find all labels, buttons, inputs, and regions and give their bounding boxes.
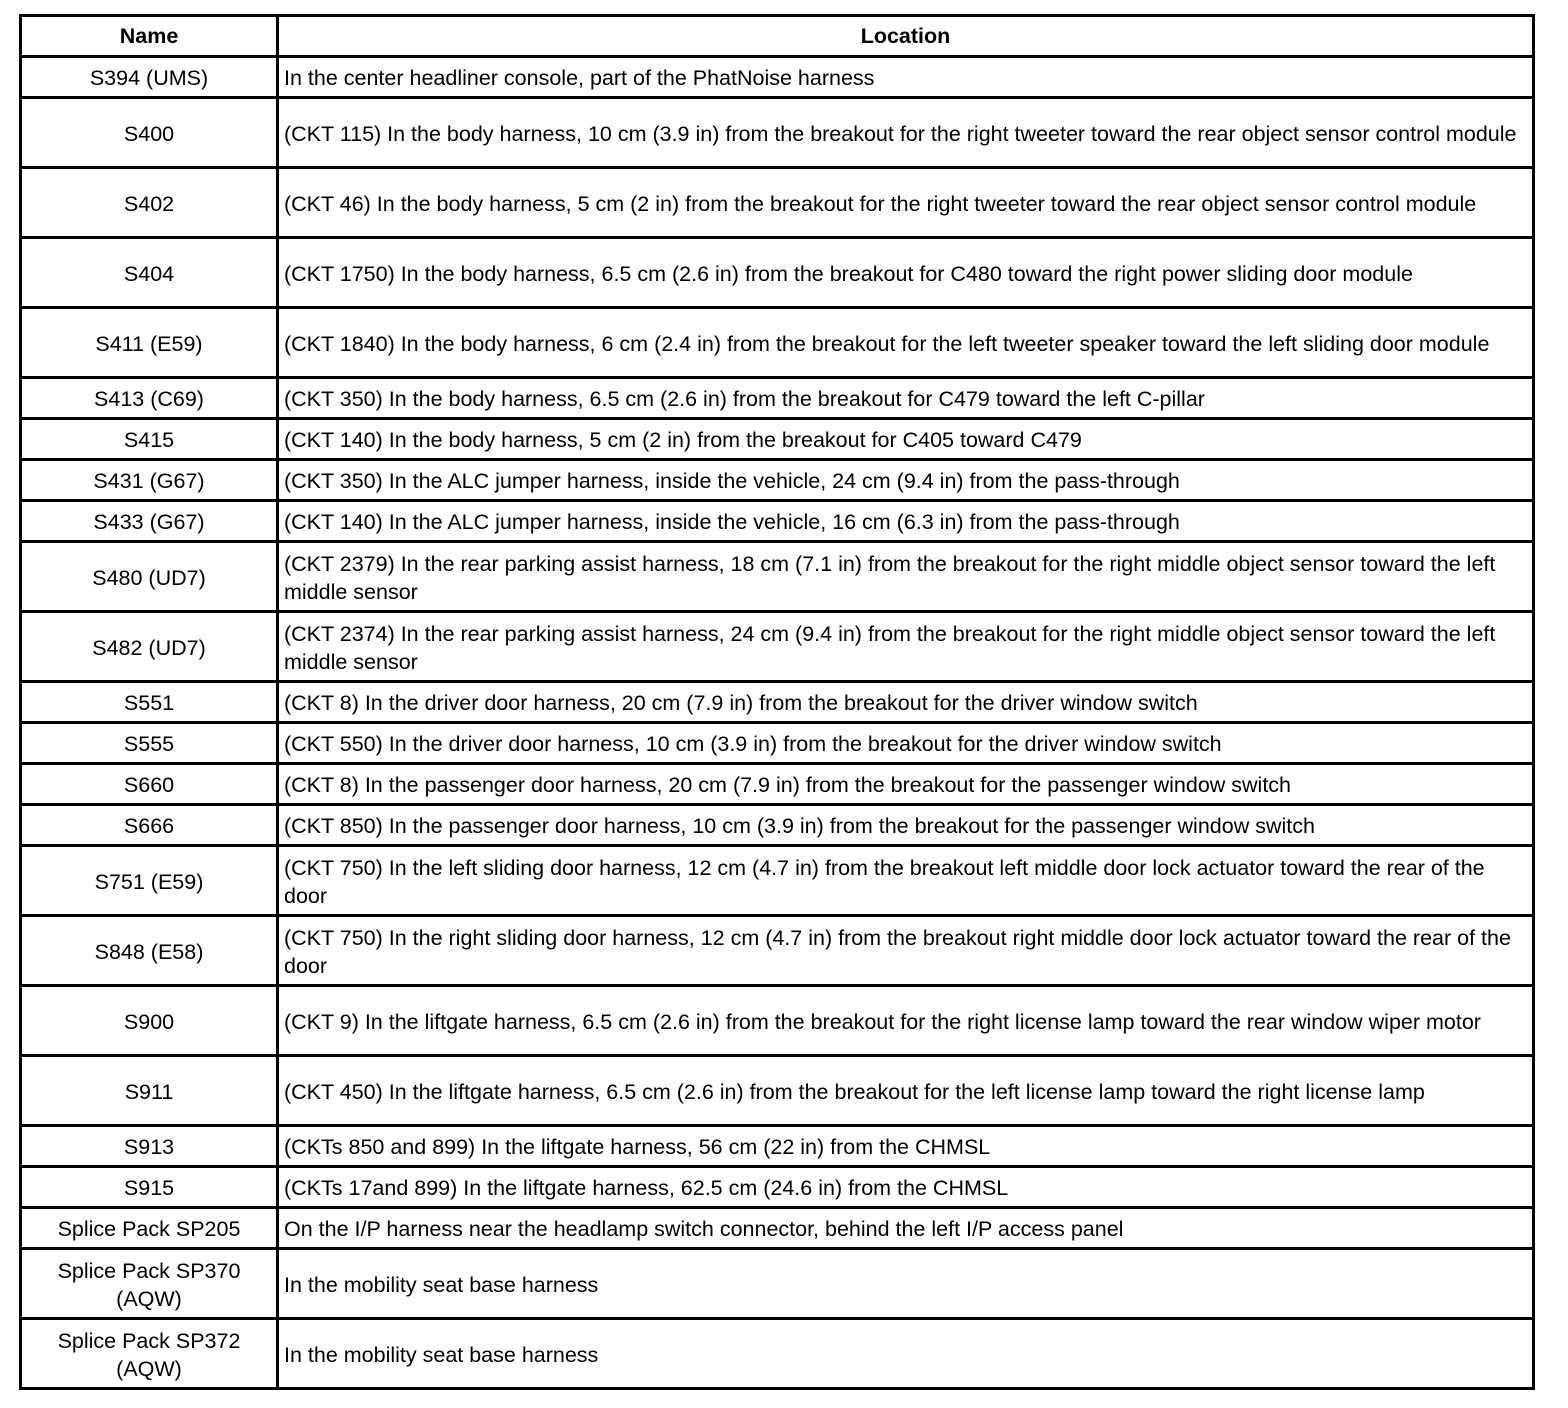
splice-name-cell: S660: [21, 764, 278, 805]
splice-name-cell: S433 (G67): [21, 501, 278, 542]
splice-location-cell: (CKT 140) In the body harness, 5 cm (2 in) from the breakout for C405 toward C479: [278, 419, 1534, 460]
splice-location-cell: (CKT 2379) In the rear parking assist harness, 18 cm (7.1 in) from the breakout for the right middle object sensor toward the left middle sensor: [278, 542, 1534, 612]
location-column-header: Location: [278, 16, 1534, 57]
splice-location-cell: (CKT 1840) In the body harness, 6 cm (2.4 in) from the breakout for the left tweeter speaker toward the left sliding door module: [278, 308, 1534, 378]
splice-location-cell: (CKT 850) In the passenger door harness, 10 cm (3.9 in) from the breakout for the passenger window switch: [278, 805, 1534, 846]
table-row: [21, 682, 1534, 723]
splice-location-cell: In the mobility seat base harness: [278, 1319, 1534, 1389]
splice-name-cell: S413 (C69): [21, 378, 278, 419]
table-row: [21, 419, 1534, 460]
splice-name-cell: S900: [21, 986, 278, 1056]
splice-location-cell: (CKT 46) In the body harness, 5 cm (2 in) from the breakout for the right tweeter toward the rear object sensor control module: [278, 168, 1534, 238]
table-row: [21, 57, 1534, 98]
splice-location-cell: In the mobility seat base harness: [278, 1249, 1534, 1319]
splice-name-cell: Splice Pack SP205: [21, 1208, 278, 1249]
table-row: [21, 612, 1534, 682]
splice-location-cell: (CKT 350) In the ALC jumper harness, inside the vehicle, 24 cm (9.4 in) from the pass-through: [278, 460, 1534, 501]
splice-name-cell: S555: [21, 723, 278, 764]
table-row: [21, 238, 1534, 308]
splice-name-cell: S915: [21, 1167, 278, 1208]
splice-location-cell: (CKT 750) In the left sliding door harness, 12 cm (4.7 in) from the breakout left middle door lock actuator toward the rear of the door: [278, 846, 1534, 916]
splice-location-table: [19, 14, 1535, 1390]
table-body: [21, 57, 1534, 1389]
splice-location-cell: (CKT 450) In the liftgate harness, 6.5 cm (2.6 in) from the breakout for the left license lamp toward the right license lamp: [278, 1056, 1534, 1126]
splice-location-cell: (CKTs 850 and 899) In the liftgate harness, 56 cm (22 in) from the CHMSL: [278, 1126, 1534, 1167]
table-row: [21, 378, 1534, 419]
splice-location-cell: (CKT 8) In the driver door harness, 20 cm (7.9 in) from the breakout for the driver window switch: [278, 682, 1534, 723]
splice-name-cell: S404: [21, 238, 278, 308]
table-header: [21, 16, 1534, 57]
splice-name-cell: S666: [21, 805, 278, 846]
table-row: [21, 805, 1534, 846]
splice-name-cell: S431 (G67): [21, 460, 278, 501]
splice-location-cell: (CKT 8) In the passenger door harness, 20 cm (7.9 in) from the breakout for the passenger window switch: [278, 764, 1534, 805]
splice-location-cell: (CKT 550) In the driver door harness, 10 cm (3.9 in) from the breakout for the driver window switch: [278, 723, 1534, 764]
splice-location-cell: (CKT 140) In the ALC jumper harness, inside the vehicle, 16 cm (6.3 in) from the pass-through: [278, 501, 1534, 542]
splice-location-cell: On the I/P harness near the headlamp switch connector, behind the left I/P access panel: [278, 1208, 1534, 1249]
table-row: [21, 1319, 1534, 1389]
table-row: [21, 98, 1534, 168]
splice-location-cell: (CKT 350) In the body harness, 6.5 cm (2.6 in) from the breakout for C479 toward the left C-pillar: [278, 378, 1534, 419]
table-row: [21, 723, 1534, 764]
splice-location-cell: (CKT 2374) In the rear parking assist harness, 24 cm (9.4 in) from the breakout for the right middle object sensor toward the left middle sensor: [278, 612, 1534, 682]
splice-name-cell: S551: [21, 682, 278, 723]
table-row: [21, 1167, 1534, 1208]
splice-name-cell: S848 (E58): [21, 916, 278, 986]
splice-name-cell: S482 (UD7): [21, 612, 278, 682]
table-row: [21, 460, 1534, 501]
splice-name-cell: S751 (E59): [21, 846, 278, 916]
table-row: [21, 764, 1534, 805]
table-row: [21, 846, 1534, 916]
splice-location-cell: (CKT 9) In the liftgate harness, 6.5 cm (2.6 in) from the breakout for the right license lamp toward the rear window wiper motor: [278, 986, 1534, 1056]
splice-location-cell: In the center headliner console, part of the PhatNoise harness: [278, 57, 1534, 98]
table-row: [21, 986, 1534, 1056]
splice-location-cell: (CKT 1750) In the body harness, 6.5 cm (2.6 in) from the breakout for C480 toward the right power sliding door module: [278, 238, 1534, 308]
splice-location-cell: (CKTs 17and 899) In the liftgate harness, 62.5 cm (24.6 in) from the CHMSL: [278, 1167, 1534, 1208]
splice-name-cell: S402: [21, 168, 278, 238]
table-row: [21, 308, 1534, 378]
table-row: [21, 916, 1534, 986]
splice-location-cell: (CKT 115) In the body harness, 10 cm (3.9 in) from the breakout for the right tweeter toward the rear object sensor control module: [278, 98, 1534, 168]
splice-location-cell: (CKT 750) In the right sliding door harness, 12 cm (4.7 in) from the breakout right middle door lock actuator toward the rear of the door: [278, 916, 1534, 986]
splice-name-cell: S480 (UD7): [21, 542, 278, 612]
splice-name-cell: S415: [21, 419, 278, 460]
table-row: [21, 1208, 1534, 1249]
splice-name-cell: S394 (UMS): [21, 57, 278, 98]
table-row: [21, 1249, 1534, 1319]
table-row: [21, 501, 1534, 542]
table-row: [21, 542, 1534, 612]
splice-name-cell: S400: [21, 98, 278, 168]
name-column-header: Name: [21, 16, 278, 57]
table-row: [21, 1056, 1534, 1126]
splice-name-cell: S913: [21, 1126, 278, 1167]
splice-name-cell: S911: [21, 1056, 278, 1126]
splice-name-cell: S411 (E59): [21, 308, 278, 378]
header-row: [21, 16, 1534, 57]
splice-name-cell: Splice Pack SP370 (AQW): [21, 1249, 278, 1319]
table-row: [21, 1126, 1534, 1167]
splice-name-cell: Splice Pack SP372 (AQW): [21, 1319, 278, 1389]
table-row: [21, 168, 1534, 238]
